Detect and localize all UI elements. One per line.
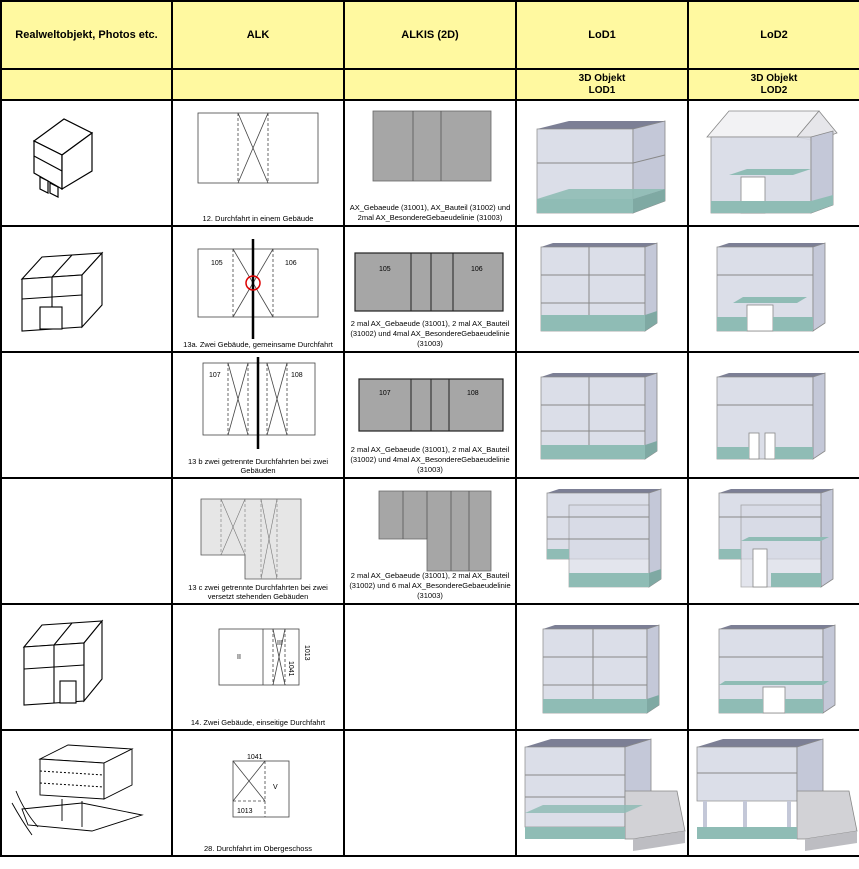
lod1-cell: [516, 478, 688, 604]
alk-cell: [172, 604, 344, 730]
alkis-caption: 2 mal AX_Gebaeude (31001), 2 mal AX_Bauteil (31002) und 4mal AX_BesondereGebaeudelinie (31003): [350, 445, 510, 474]
alk-label-1013: 1013: [237, 808, 253, 815]
alkis-label-105: 105: [379, 266, 391, 273]
alk-caption: 13 b zwei getrennte Durchfahrten bei zwei Gebäuden: [187, 457, 329, 475]
subheader-lod2-line1: 3D Objekt: [750, 72, 798, 84]
alkis-cell: [344, 478, 516, 604]
lod1-cell: [516, 352, 688, 478]
lod2-model-figure: [689, 227, 859, 351]
subheader-lod2-line2: LOD2: [760, 84, 788, 96]
alk-label-iii: III: [277, 640, 283, 647]
alk-label-107: 107: [209, 372, 221, 379]
subheader-lod2: [688, 69, 859, 100]
realwelt-cell: [1, 730, 172, 856]
alk-caption: 14. Zwei Gebäude, einseitige Durchfahrt: [190, 718, 326, 727]
table-row: [1, 226, 859, 352]
lod2-cell: [688, 100, 859, 226]
lod2-cell: [688, 352, 859, 478]
alk-cell: [172, 478, 344, 604]
header-alk: ALK: [172, 1, 344, 69]
alkis-cell: [344, 226, 516, 352]
alk-caption: 13 c zwei getrennte Durchfahrten bei zwei versetzt stehenden Gebäuden: [188, 583, 328, 601]
header-lod1: LoD1: [516, 1, 688, 69]
lod2-model-figure: [689, 353, 859, 477]
upper-floor-passage-sketch-icon: [2, 731, 172, 855]
alk-caption: 12. Durchfahrt in einem Gebäude: [202, 214, 314, 223]
realwelt-cell: [1, 478, 172, 604]
alkis-cell: [344, 604, 516, 730]
alk-label-ii: II: [237, 654, 241, 661]
subheader-empty-3: [344, 69, 516, 100]
alk-label-108: 108: [291, 372, 303, 379]
alk-label-105: 105: [211, 260, 223, 267]
alk-label-1013: 1013: [303, 645, 310, 661]
alk-caption: 13a. Zwei Gebäude, gemeinsame Durchfahrt: [183, 340, 333, 349]
lod1-cell: [516, 604, 688, 730]
lod2-model-figure: [689, 731, 859, 855]
alkis-cell: [344, 730, 516, 856]
lod1-model-figure: [517, 479, 688, 603]
header-row: [1, 1, 859, 69]
lod1-model-figure: [517, 605, 688, 729]
realwelt-cell: [1, 604, 172, 730]
alkis-caption: AX_Gebaeude (31001), AX_Bauteil (31002) und 2mal AX_BesondereGebaeudelinie (31003): [349, 203, 511, 222]
alkis-label-108: 108: [467, 390, 479, 397]
table-row: [1, 352, 859, 478]
header-lod2: LoD2: [688, 1, 859, 69]
alk-label-106: 106: [285, 260, 297, 267]
alkis-caption: 2 mal AX_Gebaeude (31001), 2 mal AX_Bauteil (31002) und 4mal AX_BesondereGebaeudelinie (31003): [350, 319, 510, 348]
alk-cell: [172, 730, 344, 856]
table-row: [1, 478, 859, 604]
lod2-model-figure: [689, 479, 859, 603]
lod2-model-figure: [689, 101, 859, 225]
alk-cell: [172, 100, 344, 226]
header-alkis: ALKIS (2D): [344, 1, 516, 69]
alk-plan-figure: [173, 605, 344, 729]
realwelt-cell: [1, 352, 172, 478]
alk-label-1041: 1041: [247, 754, 263, 761]
alkis-label-107: 107: [379, 390, 391, 397]
lod1-model-figure: [517, 353, 688, 477]
lod2-model-figure: [689, 605, 859, 729]
realwelt-cell: [1, 100, 172, 226]
table-row: [1, 100, 859, 226]
subheader-row: [1, 69, 859, 100]
lod1-cell: [516, 100, 688, 226]
lod1-model-figure: [517, 227, 688, 351]
lod2-cell: [688, 226, 859, 352]
alk-label-v: V: [273, 784, 278, 791]
alk-cell: [172, 352, 344, 478]
alk-plan-figure: [173, 101, 344, 225]
realwelt-cell: [1, 226, 172, 352]
lod2-cell: [688, 730, 859, 856]
subheader-empty-1: [1, 69, 172, 100]
subheader-lod1: [516, 69, 688, 100]
twin-building-sketch-icon: [2, 605, 172, 729]
table-row: [1, 604, 859, 730]
subheader-lod1-line2: LOD1: [588, 84, 616, 96]
twin-building-sketch-icon: [2, 227, 172, 351]
alkis-caption: 2 mal AX_Gebaeude (31001), 2 mal AX_Bauteil (31002) und 6 mal AX_BesondereGebaeudelinie (31003): [349, 571, 511, 600]
alkis-cell: [344, 352, 516, 478]
lod1-model-figure: [517, 101, 688, 225]
lod1-cell: [516, 730, 688, 856]
alk-label-1041: 1041: [287, 661, 294, 677]
alk-caption: 28. Durchfahrt im Obergeschoss: [204, 844, 312, 853]
subheader-lod1-line1: 3D Objekt: [578, 72, 626, 84]
alkis-cell: [344, 100, 516, 226]
house-sketch-icon: [2, 101, 172, 225]
alk-cell: [172, 226, 344, 352]
lod2-cell: [688, 478, 859, 604]
alkis-label-106: 106: [471, 266, 483, 273]
header-realweltobjekt: Realweltobjekt, Photos etc.: [1, 1, 172, 69]
alk-plan-figure: [173, 731, 344, 855]
lod1-model-figure: [517, 731, 688, 855]
table-row: [1, 730, 859, 856]
alk-plan-figure: [173, 227, 344, 351]
lod2-cell: [688, 604, 859, 730]
lod1-cell: [516, 226, 688, 352]
subheader-empty-2: [172, 69, 344, 100]
